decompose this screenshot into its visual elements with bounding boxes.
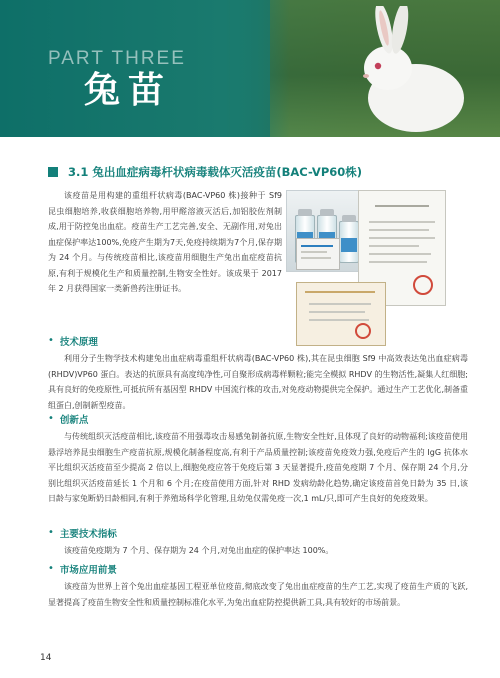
subsection-label: 市场应用前景 (59, 565, 117, 576)
header-banner (0, 0, 500, 137)
subsection-market-prospect (48, 562, 468, 610)
square-marker-icon (48, 167, 58, 177)
bullet-dot-icon: • (48, 413, 54, 424)
subsection-label: 主要技术指标 (59, 529, 117, 540)
section-heading (48, 164, 362, 180)
page-number: 14 (40, 653, 52, 663)
subsection-text: 与传统组织灭活疫苗相比,该疫苗不用强毒攻击易感兔制备抗原,生物安全性好,且体现了良好的动物福利;该疫苗使用悬浮培养昆虫细胞生产疫苗抗原,规模化制备程度高,有利于产品质量控制;该疫苗免疫效力强,免疫后产生的 IgG 抗体水平比组织灭活疫苗至少提高 2 倍以上,细胞免疫应答于免疫后第 3 天显著提升,疫苗免疫期 7 个月、保存期 24 个月,分别比组织灭活疫苗延长 1 个月和 6 个月;在疫苗使用方面,针对 RHD 发病幼龄化趋势,确定该疫苗首免日龄为 35 日,该日龄与家兔断奶日龄相同,有利于养殖场科学化管理,且幼兔仅需免疫一次,1 mL/只,即可产生良好的免疫效果。 (48, 432, 468, 503)
part-label: PART THREE (48, 48, 186, 69)
vaccine-box-photo (296, 238, 340, 270)
intro-paragraph: 该疫苗是用构建的重组杆状病毒(BAC-VP60 株)接种于 Sf9 昆虫细胞培养,收获细胞培养物,用甲醛溶液灭活后,加铝胶佐剂制成,用于防控兔出血症。疫苗生产工艺完善,安全、无副作用,对兔出血症保护率达100%,免疫产生期为7天,免疫持续期为7个月,保存期为 24 个月。与传统疫苗相比,该疫苗用细胞生产兔出血症疫苗抗原,有利于规模化生产和质量控制,生物安全性好。该成果于 2017 年 2 月获得国家一类新兽药注册证书。 (48, 191, 282, 293)
subsection-key-indicators (48, 526, 468, 559)
subsection-label: 创新点 (59, 415, 89, 426)
bullet-dot-icon: • (48, 335, 54, 346)
rabbit-photo (330, 6, 480, 134)
subsection-technical-principle (48, 334, 468, 413)
subsection-text: 该疫苗为世界上首个兔出血症基因工程亚单位疫苗,彻底改变了兔出血症疫苗的生产工艺,实现了疫苗生产质的飞跃,显著提高了疫苗生物安全性和质量控制标准化水平,为兔出血症防控提供新工具,具有较好的市场前景。 (48, 582, 468, 607)
banner-title: 兔苗 (84, 70, 173, 111)
bullet-dot-icon: • (48, 563, 54, 574)
subsection-text: 该疫苗免疫期为 7 个月、保存期为 24 个月,对兔出血症的保护率达 100%。 (64, 546, 334, 555)
subsection-label: 技术原理 (59, 337, 98, 348)
subsection-innovation (48, 412, 468, 507)
bullet-dot-icon: • (48, 527, 54, 538)
subsection-text: 利用分子生物学技术构建兔出血症病毒重组杆状病毒(BAC-VP60 株),其在昆虫细胞 Sf9 中高效表达兔出血症病毒(RHDV)VP60 蛋白。表达的抗原具有高度纯净性,可自聚形成病毒样颗粒;能完全模拟 RHDV 的生物活性,凝集人红细胞;具有良好的免疫原性,可抵抗所有基因型 RHDV 中国流行株的攻击,对免疫动物提供完全保护。通过生产工艺优化,制备重组蛋白,创制新型疫苗。 (48, 354, 468, 410)
section-title: 3.1 兔出血症病毒杆状病毒载体灭活疫苗(BAC-VP60株) (68, 165, 363, 179)
